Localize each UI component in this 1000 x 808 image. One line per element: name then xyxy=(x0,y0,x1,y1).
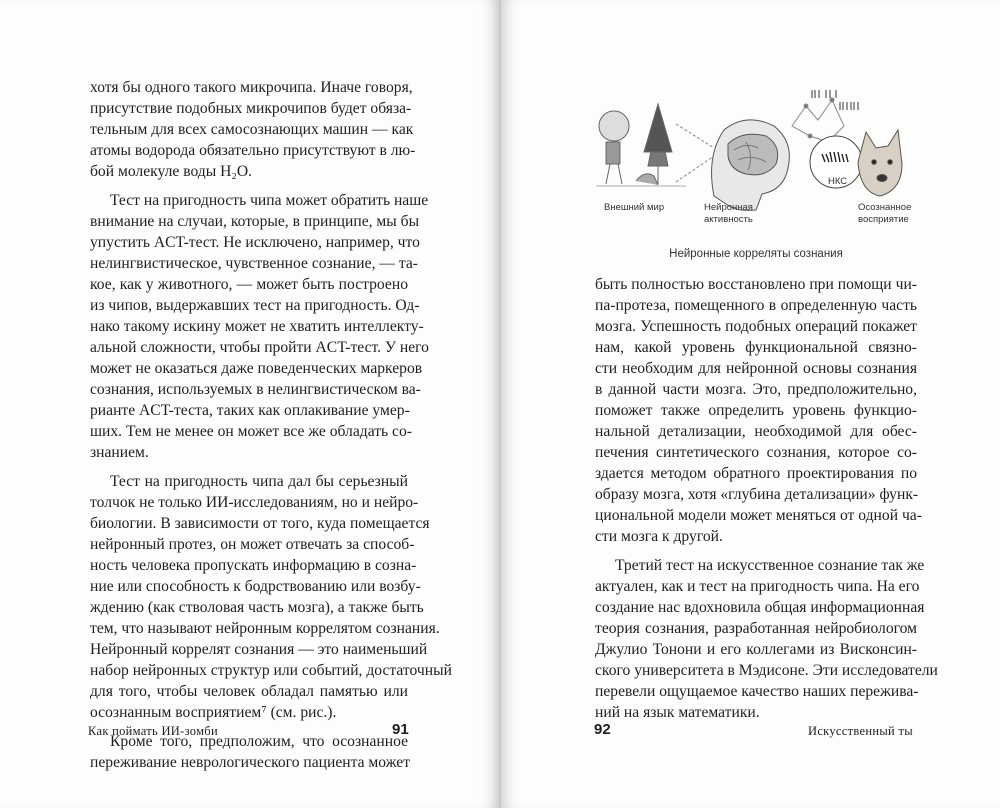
text-line: тельным для всех самосознающих машин — как xyxy=(90,121,414,138)
text-line: нам, какой уровень функциональной связно- xyxy=(595,339,917,356)
text-line: сти необходим для нейронной основы сознания xyxy=(595,360,917,377)
text-line: тем, что называют нейронным коррелятом сознания. xyxy=(90,620,440,637)
text-line: толчок не только ИИ-исследованиям, но и нейро- xyxy=(90,494,419,511)
left-page-number: 91 xyxy=(392,721,409,738)
figure-label-neural-activity-line2: активность xyxy=(704,214,753,225)
text-line: Нейронный коррелят сознания — это наименьший xyxy=(90,641,428,658)
text-line: Джулио Тонони и его коллегами из Висконсин- xyxy=(595,641,917,658)
text-line: ность человека пропускать информацию в созна- xyxy=(90,557,417,574)
text-line: образу мозга, хотя «глубина детализации» функ- xyxy=(595,486,919,503)
brain-head-illustration xyxy=(712,120,790,211)
text-line: рианте ACT-теста, таких как оплакивание умер- xyxy=(90,402,410,419)
text-line: Кроме того, предположим, что осознанное xyxy=(110,733,408,750)
text-line: актуален, как и тест на пригодность чипа. На его xyxy=(595,578,920,595)
text-line: нако такому искину может не хватить интеллекту- xyxy=(90,318,424,335)
figure-caption: Нейронные корреляты сознания xyxy=(669,248,843,260)
text-line: ших. Тем не менее он может все же обладать со- xyxy=(90,423,412,440)
dog-illustration xyxy=(858,130,902,196)
text-line: создание нас вдохновила общая информационная xyxy=(595,599,925,616)
right-page-number: 92 xyxy=(594,721,611,738)
text-line: сти мозга к другой. xyxy=(595,528,723,545)
text-line: знанием. xyxy=(90,444,149,461)
text-line: для того, чтобы человек обладал памятью или xyxy=(90,683,408,700)
eye-connection-lines xyxy=(676,124,714,182)
external-world-illustration xyxy=(596,104,686,186)
text-line: нальной детализации, необходимой для обес- xyxy=(595,423,917,440)
text-line: набор нейронных структур или событий, достаточный xyxy=(90,662,452,679)
text-line: здается методом обратного проектирования по xyxy=(595,465,917,482)
text-line: ждению (как стволовая часть мозга), а также быть xyxy=(90,599,424,616)
text-line: альной сложности, чтобы пройти ACT-тест. У него xyxy=(90,339,429,356)
figure-label-external-world: Внешний мир xyxy=(604,202,665,213)
text-line: ний на язык математики. xyxy=(595,704,760,721)
left-running-footer: Как поймать ИИ-зомби xyxy=(88,724,218,738)
text-line: ние или способность к бодрствованию или возбу- xyxy=(90,578,421,595)
text-line: атомы водорода обязательно присутствуют в лю- xyxy=(90,142,416,159)
text-line: Третий тест на искусственное сознание так же xyxy=(615,557,925,574)
figure-label-neural-activity-line1: Нейронная xyxy=(704,202,753,213)
text-line: мозга. Успешность подобных операций покажет xyxy=(595,318,917,335)
text-line: в данной части мозга. Это, предположительно, xyxy=(595,381,917,398)
text-line: па-протеза, помещенного в определенную часть xyxy=(595,297,917,314)
text-line: хотя бы одного такого микрочипа. Иначе говоря, xyxy=(90,79,413,96)
text-line: нейронный протез, он может отвечать за способ- xyxy=(90,536,415,553)
text-line: переживание неврологического пациента может xyxy=(90,754,411,771)
text-line: поможет также определить уровень функцио- xyxy=(595,402,917,419)
paragraph-gap xyxy=(90,182,408,190)
text-line: из чипов, выдержавших тест на пригодность. Од- xyxy=(90,297,420,314)
figure-label-conscious-line2: восприятие xyxy=(858,214,909,225)
text-line: ского университета в Мэдисоне. Эти исследователи xyxy=(595,662,938,679)
neural-correlates-figure xyxy=(596,86,916,266)
text-line: осознанным восприятием⁷ (см. рис.). xyxy=(90,704,337,721)
right-page-body xyxy=(595,274,938,723)
text-line: быть полностью восстановлено при помощи чи- xyxy=(595,276,917,293)
text-line: перевели ощущаемое качество наших пережива- xyxy=(595,683,919,700)
text-line: Тест на пригодность чипа дал бы серьезный xyxy=(110,473,408,490)
text-line: присутствие подобных микрочипов будет обяза- xyxy=(90,100,412,117)
paragraph-gap xyxy=(90,463,408,471)
text-line: внимание на случаи, которые, в принципе, мы бы xyxy=(90,213,420,230)
text-line: кое, как у животного, — может быть построено xyxy=(90,276,408,293)
left-page-body xyxy=(90,77,452,773)
text-line: печения синтетического сознания, которое со- xyxy=(595,444,917,461)
text-line: нелингвистическое, чувственное сознание, — та- xyxy=(90,255,418,272)
figure-label-conscious-line1: Осознанное xyxy=(858,202,912,213)
right-running-footer: Искусственный ты xyxy=(808,724,913,738)
text-line: может не оказаться даже поведенческих маркеров xyxy=(90,360,423,377)
text-line: теория сознания, разработанная нейробиологом xyxy=(595,620,917,637)
text-line: биологии. В зависимости от того, куда помещается xyxy=(90,515,430,532)
text-line: Тест на пригодность чипа может обратить наше xyxy=(110,192,429,209)
text-line: бой молекуле воды H₂O. xyxy=(90,163,252,180)
figure-label-nkc: НКС xyxy=(828,176,848,187)
text-line: циональной модели может меняться от одной ча- xyxy=(595,507,922,524)
paragraph-gap xyxy=(595,547,917,555)
text-line: упустить ACT-тест. Не исключено, например, что xyxy=(90,234,420,251)
text-line: сознания, используемых в нелингвистическом ва- xyxy=(90,381,421,398)
